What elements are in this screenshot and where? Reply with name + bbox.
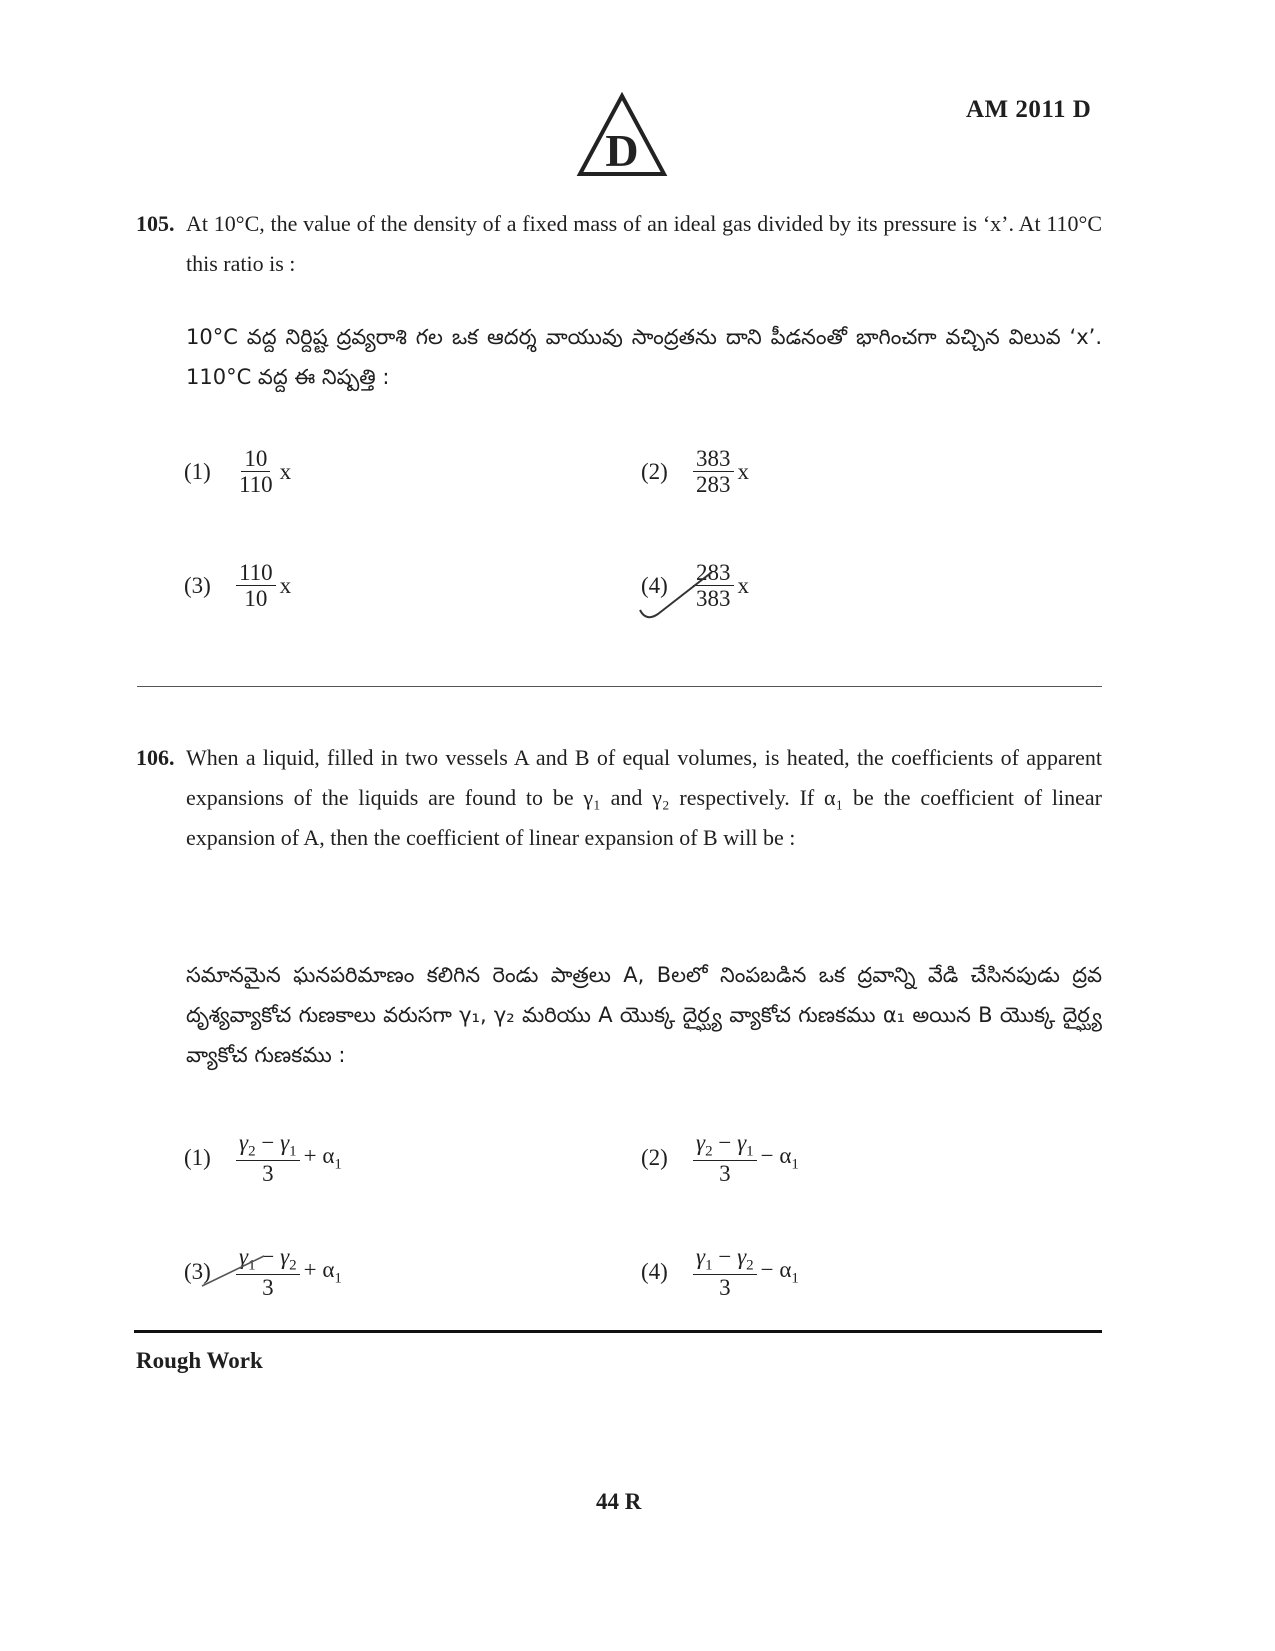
fraction <box>693 1244 757 1300</box>
denominator: 383 <box>696 586 731 612</box>
minus-sign: − <box>255 1244 281 1269</box>
option-label: (4) <box>641 572 668 598</box>
minus-sign: − <box>255 1130 281 1155</box>
subscript: 2 <box>248 1143 256 1160</box>
option-label: (4) <box>641 1259 668 1285</box>
subscript: 2 <box>289 1257 297 1274</box>
numerator <box>236 1130 300 1161</box>
subscript: 2 <box>705 1143 713 1160</box>
q105-text-en: At 10°C, the value of the density of a fixed mass of an ideal gas divided by its pressure is ‘x’. At 110°C this ratio is : <box>186 211 1102 276</box>
numerator <box>693 1244 757 1275</box>
option-label: (3) <box>184 572 211 598</box>
q105-option-4[interactable] <box>641 560 749 612</box>
gamma-symbol: γ <box>696 1130 706 1155</box>
q106-text-te: సమానమైన ఘనపరిమాణం కలిగిన రెండు పాత్రలు A, Bలలో నింపబడిన ఒక ద్రవాన్ని వేడి చేసినపుడు ద్రవ దృశ్యవ్యాకోచ గుణకాలు వరుసగా γ₁, γ₂ మరియు A యొక్క దైర్ఘ్య వ్యాకోచ గుణకము α₁ అయిన B యొక్క దైర్ఘ్య వ్యాకోచ గుణకము : <box>186 963 1102 1067</box>
denominator: 3 <box>262 1275 274 1301</box>
subscript: 1 <box>248 1257 256 1274</box>
q106-number: 106. <box>136 745 175 770</box>
subscript: 1 <box>791 1156 799 1173</box>
set-d-triangle-badge <box>576 92 668 178</box>
q106-text-en: When a liquid, filled in two vessels A and B of equal volumes, is heated, the coefficients of apparent expansions of the liquids are found to be γ₁ and γ₂ respectively. If α₁ be the coefficient of linear expansion of A, then the coefficient of linear expansion of B will be : <box>186 745 1102 850</box>
gamma-symbol: γ <box>280 1244 290 1269</box>
alpha-term: − α <box>760 1142 792 1168</box>
gamma-symbol: γ <box>280 1130 290 1155</box>
subscript: 1 <box>289 1143 297 1160</box>
minus-sign: − <box>712 1244 738 1269</box>
fraction <box>236 446 276 498</box>
subscript: 1 <box>334 1156 342 1173</box>
denominator: 110 <box>239 472 273 498</box>
option-label: (2) <box>641 1145 668 1171</box>
option-suffix: x <box>279 458 292 484</box>
paper-code: AM 2011 D <box>966 96 1092 123</box>
operator-term <box>304 1143 342 1174</box>
operator-term <box>761 1257 799 1288</box>
alpha-term: + α <box>303 1256 335 1282</box>
option-label: (1) <box>184 458 211 484</box>
subscript: 1 <box>334 1270 342 1287</box>
numerator: 383 <box>693 446 734 472</box>
fraction <box>236 1244 300 1300</box>
fraction <box>693 446 734 498</box>
fraction <box>693 560 734 612</box>
gamma-symbol: γ <box>737 1130 747 1155</box>
page-number: 44 R <box>596 1489 642 1514</box>
option-suffix: x <box>737 572 749 598</box>
option-suffix: x <box>279 572 292 598</box>
q105-option-3[interactable] <box>184 560 291 612</box>
alpha-term: + α <box>303 1142 335 1168</box>
numerator <box>693 1130 757 1161</box>
option-label: (1) <box>184 1145 211 1171</box>
set-badge-letter: D <box>605 125 639 176</box>
denominator: 3 <box>719 1161 731 1187</box>
fraction <box>236 560 276 612</box>
subscript: 1 <box>705 1257 713 1274</box>
operator-term <box>304 1257 342 1288</box>
numerator: 110 <box>236 560 276 586</box>
operator-term <box>761 1143 799 1174</box>
subscript: 2 <box>746 1257 754 1274</box>
q106-option-4[interactable] <box>641 1244 799 1300</box>
fraction <box>236 1130 300 1186</box>
q105-option-2[interactable] <box>641 446 749 498</box>
option-suffix: x <box>737 458 749 484</box>
q105-option-1[interactable] <box>184 446 291 498</box>
denominator: 3 <box>262 1161 274 1187</box>
q105-text-te: 10°C వద్ద నిర్దిష్ట ద్రవ్యరాశి గల ఒక ఆదర్శ వాయువు సాంద్రతను దాని పీడనంతో భాగించగా వచ్చిన విలువ ‘x’. 110°C వద్ద ఈ నిష్పత్తి : <box>186 325 1102 389</box>
gamma-symbol: γ <box>239 1244 249 1269</box>
option-label: (2) <box>641 458 668 484</box>
subscript: 1 <box>791 1270 799 1287</box>
rough-work-label: Rough Work <box>136 1348 263 1373</box>
q106-option-2[interactable] <box>641 1130 799 1186</box>
q106-option-1[interactable] <box>184 1130 342 1186</box>
section-divider <box>137 686 1102 687</box>
numerator: 10 <box>241 446 270 472</box>
minus-sign: − <box>712 1130 738 1155</box>
denominator: 283 <box>696 472 731 498</box>
denominator: 10 <box>244 586 268 612</box>
rough-work-divider <box>134 1330 1102 1333</box>
fraction <box>693 1130 757 1186</box>
gamma-symbol: γ <box>239 1130 249 1155</box>
numerator <box>236 1244 300 1275</box>
denominator: 3 <box>719 1275 731 1301</box>
option-label: (3) <box>184 1259 211 1285</box>
subscript: 1 <box>746 1143 754 1160</box>
q105-number: 105. <box>136 211 175 236</box>
numerator: 283 <box>693 560 734 586</box>
q106-option-3[interactable] <box>184 1244 342 1300</box>
gamma-symbol: γ <box>737 1244 747 1269</box>
gamma-symbol: γ <box>696 1244 706 1269</box>
alpha-term: − α <box>760 1256 792 1282</box>
